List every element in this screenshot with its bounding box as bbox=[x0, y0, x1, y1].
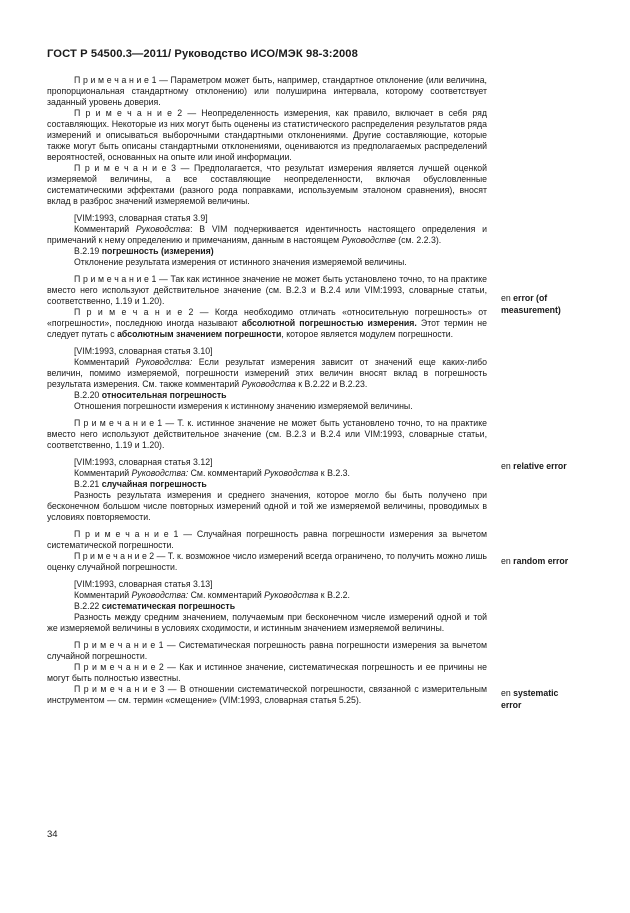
note-label: П р и м е ч а н и е 3 bbox=[74, 163, 176, 173]
vim-ref: [VIM:1993, словарная статья 3.13] bbox=[74, 579, 213, 589]
definition: Отношения погрешности измерения к истинному значению измеряемой величины. bbox=[74, 401, 413, 411]
definition: Отклонение результата измерения от истинного значения измеряемой величины. bbox=[74, 257, 407, 267]
guide-comment: Комментарий Руководства: См. комментарий Руководства к В.2.3. bbox=[74, 468, 350, 478]
definition: Разность между средним значением, получаемым при бесконечном числе измерений одной и той же измеряемой величины в условиях сходимости, и истинным значением измеряемой величины. bbox=[47, 612, 487, 633]
term-b-2-20: В.2.20 относительная погрешность bbox=[74, 390, 227, 400]
vim-ref: [VIM:1993, словарная статья 3.9] bbox=[74, 213, 208, 223]
en-term-b-2-20: en relative error bbox=[501, 461, 567, 471]
main-text bbox=[47, 75, 487, 706]
en-term-b-2-19: en error (of measurement) bbox=[501, 293, 561, 315]
en-term-b-2-22: en systematic error bbox=[501, 688, 559, 710]
guide-comment: Комментарий Руководства: В VIM подчеркивается идентичность настоящего определения и примечаний к нему определению и примечаниям, данным в настоящем Руководстве (см. 2.2.3). bbox=[47, 224, 487, 245]
note-3: П р и м е ч а н и е 3 — В отношении систематической погрешности, связанной с измерительным инструментом — см. термин «смещение» (VIM:1993, словарная статья 5.25). bbox=[47, 684, 487, 705]
note-text: — Неопределенность измерения, как правило, включает в себя ряд составляющих. Некоторые из них могут быть оценены из статистического распределения результатов ряда измерений и описываться выборочными стандартными отклонениями. Другие составляющие, которые также могут быть описаны стандартными отклонениями, оцениваются из предполагаемых распределений вероятностей, основанных на опыте или иной информации. bbox=[47, 108, 487, 162]
term-b-2-22: В.2.22 систематическая погрешность bbox=[74, 601, 236, 611]
note-1 bbox=[47, 75, 487, 108]
note-1: П р и м е ч а н и е 1 — Так как истинное значение не может быть установлено точно, то на практике вместо него используют действительное значение (см. В.2.3 и В.2.4 или VIM:1993, словарные статьи, соответственно, 1.19 и 1.20). bbox=[47, 274, 487, 306]
note-text: — Параметром может быть, например, стандартное отклонение (или величина, пропорциональная стандартному отклонению) или полуширина интервала, которому соответствует заданный уровень доверия. bbox=[47, 75, 487, 107]
guide-comment: Комментарий Руководства: См. комментарий Руководства к В.2.2. bbox=[74, 590, 350, 600]
note-3 bbox=[47, 163, 487, 207]
page-header: ГОСТ Р 54500.3—2011/ Руководство ИСО/МЭК 98-3:2008 bbox=[47, 48, 358, 60]
note-1: П р и м е ч а н и е 1 — Т. к. истинное значение не может быть установлено точно, то на практике вместо него используют действительное значение (см. В.2.3 и В.2.4 или VIM:1993, словарные статьи, соответственно, 1.19 и 1.20). bbox=[47, 418, 487, 450]
note-2 bbox=[47, 108, 487, 163]
vim-ref: [VIM:1993, словарная статья 3.10] bbox=[74, 346, 213, 356]
note-2: П р и м е ч а н и е 2 — Как и истинное значение, систематическая погрешность и ее причины не могут быть полностью известны. bbox=[47, 662, 487, 683]
vim-ref: [VIM:1993, словарная статья 3.12] bbox=[74, 457, 213, 467]
definition: Разность результата измерения и среднего значения, которое могло бы быть получено при бесконечном большом числе повторных измерений одной и той же измеряемой величины, проводимых в условиях повторяемости. bbox=[47, 490, 487, 522]
note-label: П р и м е ч а н и е 2 bbox=[74, 108, 183, 118]
guide-comment: Комментарий Руководства: Если результат измерения зависит от значений еще каких-либо величин, помимо измеряемой, погрешности измерений этих величин вносят вклад в погрешность результата измерения. См. также комментарий Руководства к В.2.22 и В.2.23. bbox=[47, 357, 487, 389]
term-b-2-21: В.2.21 случайная погрешность bbox=[74, 479, 207, 489]
page-number: 34 bbox=[47, 829, 58, 840]
note-label: П р и м е ч а н и е 1 bbox=[74, 75, 157, 85]
note-1: П р и м е ч а н и е 1 — Случайная погрешность равна погрешности измерения за вычетом систематической погрешности. bbox=[47, 529, 487, 550]
note-2: П р и м е ч а н и е 2 — Когда необходимо отличать «относительную погрешность» от «погрешности», последнюю иногда называют абсолютной погрешностью измерения. Этот термин не следует путать с абсолютным значением погрешности, которое является модулем погрешности. bbox=[47, 307, 488, 339]
note-text: — Предполагается, что результат измерения является лучшей оценкой измеряемой величины, а все составляющие неопределенности, включая обусловленные систематическими эффектами (разного рода поправками, используемым эталоном сравнения), вносят вклад в разброс значений измеряемой величины. bbox=[47, 163, 487, 206]
term-b-2-19: В.2.19 погрешность (измерения) bbox=[74, 246, 214, 256]
en-term-b-2-21: en random error bbox=[501, 556, 569, 566]
note-2: П р и м е ч а н и е 2 — Т. к. возможное число измерений всегда ограничено, то получить можно лишь оценку случайной погрешности. bbox=[47, 551, 487, 572]
note-1: П р и м е ч а н и е 1 — Систематическая погрешность равна погрешности измерения за вычетом случайной погрешности. bbox=[47, 640, 487, 661]
